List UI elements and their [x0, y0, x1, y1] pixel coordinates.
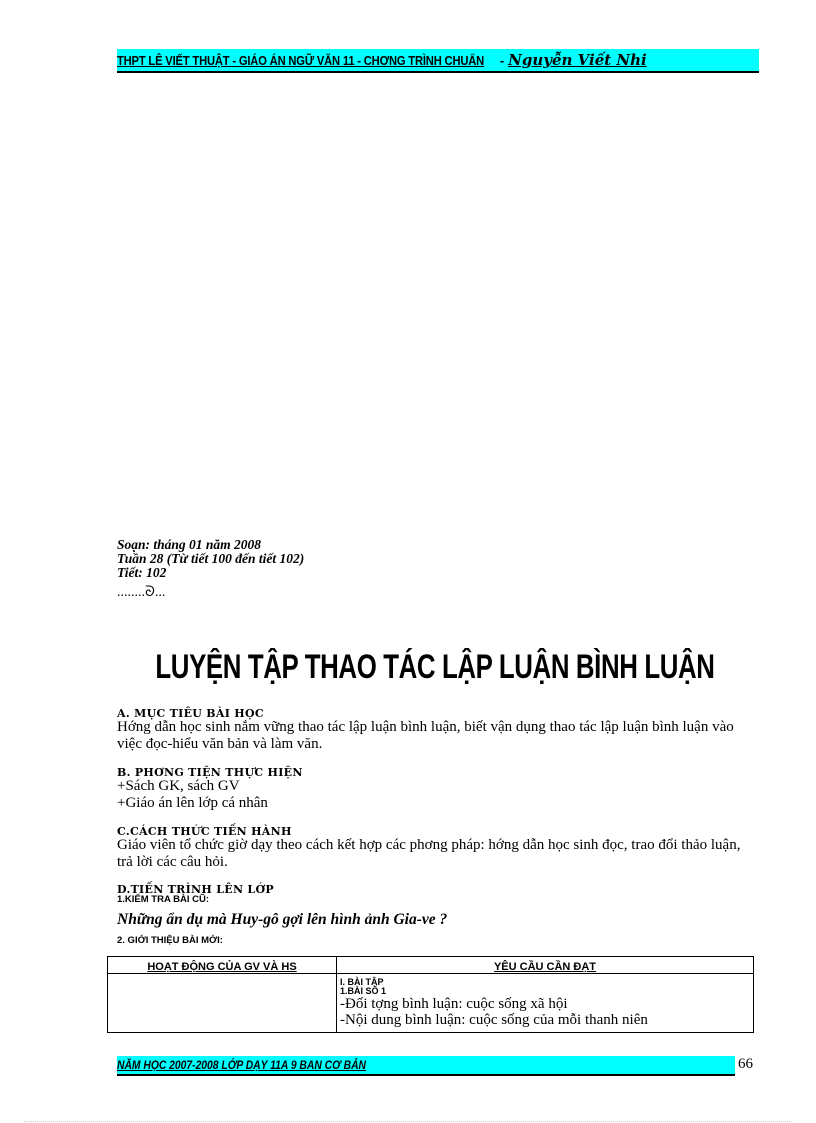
section-a — [117, 708, 757, 753]
review-question: Những ẩn dụ mà Huy-gô gợi lên hình ảnh Gia-ve ? — [117, 911, 448, 928]
requirement-line-1: -Đối tợng bình luận: cuộc sống xã hội — [340, 996, 568, 1012]
section-a-body: Hớng dẫn học sinh nắm vững thao tác lập luận bình luận, biết vận dụng thao tác lập luận bình luận vào việc đọc-hiểu văn bản và làm văn. — [117, 719, 734, 752]
section-a-heading: A. MỤC TIÊU BÀI HỌC — [117, 707, 264, 720]
meta-date: Soạn: tháng 01 năm 2008 — [117, 537, 262, 552]
table-header-row — [108, 957, 754, 974]
table-col-requirements: YÊU CẦU CẦN ĐẠT — [337, 957, 754, 974]
table-cell-activities — [108, 974, 337, 1033]
exercise-number: 1.BÀI SỐ 1 — [340, 986, 387, 996]
section-c-body: Giáo viên tổ chức giờ dạy theo cách kết hợp các phơng pháp: hớng dẫn học sinh đọc, trao đổi thảo luận, trả lời các câu hỏi. — [117, 837, 741, 870]
section-d-sub-1: 1.KIỂM TRA BÀI CŨ: — [117, 894, 210, 905]
section-c-heading: C.CÁCH THỨC TIẾN HÀNH — [117, 825, 292, 838]
ornament-divider: ........ᘐ... — [117, 585, 166, 600]
table-col-activities: HOẠT ĐỘNG CỦA GV VÀ HS — [108, 957, 337, 974]
section-b-line-2: +Giáo án lên lớp cá nhân — [117, 795, 268, 811]
header-separator: - — [499, 52, 505, 68]
footer-school-year: NĂM HỌC 2007-2008 LỚP DẠY 11A 9 BAN CƠ BẢN — [117, 1058, 366, 1072]
page-number: 66 — [738, 1056, 753, 1072]
section-d-heading: D.TIẾN TRÌNH LÊN LỚP — [117, 883, 274, 896]
lesson-plan-table — [107, 956, 754, 1033]
table-cell-requirements — [337, 974, 754, 1033]
section-d — [117, 884, 757, 946]
lesson-meta — [117, 538, 304, 580]
header-author: Nguyễn Viết Nhi — [508, 51, 647, 69]
section-b — [117, 767, 757, 812]
section-b-line-1: +Sách GK, sách GV — [117, 778, 240, 794]
page-bottom-rule — [24, 1121, 792, 1122]
section-d-sub-2: 2. GIỚI THIỆU BÀI MỚI: — [117, 935, 223, 946]
meta-period: Tiết: 102 — [117, 565, 167, 580]
section-b-heading: B. PHƠNG TIỆN THỰC HIỆN — [117, 766, 303, 779]
lesson-title: LUYỆN TẬP THAO TÁC LẬP LUẬN BÌNH LUẬN — [155, 648, 715, 686]
meta-week: Tuần 28 (Từ tiết 100 đến tiết 102) — [117, 551, 305, 566]
requirement-line-2: -Nội dung bình luận: cuộc sống của mỗi thanh niên — [340, 1012, 648, 1028]
exercise-heading: I. BÀI TẬP — [340, 977, 384, 987]
page-footer — [117, 1056, 735, 1076]
table-row — [108, 974, 754, 1033]
section-c — [117, 826, 757, 871]
header-school-title: THPT LÊ VIẾT THUẬT - GIÁO ÁN NGỮ VĂN 11 - CHƠNG TRÌNH CHUẨN — [117, 52, 485, 68]
page-header — [117, 49, 759, 73]
